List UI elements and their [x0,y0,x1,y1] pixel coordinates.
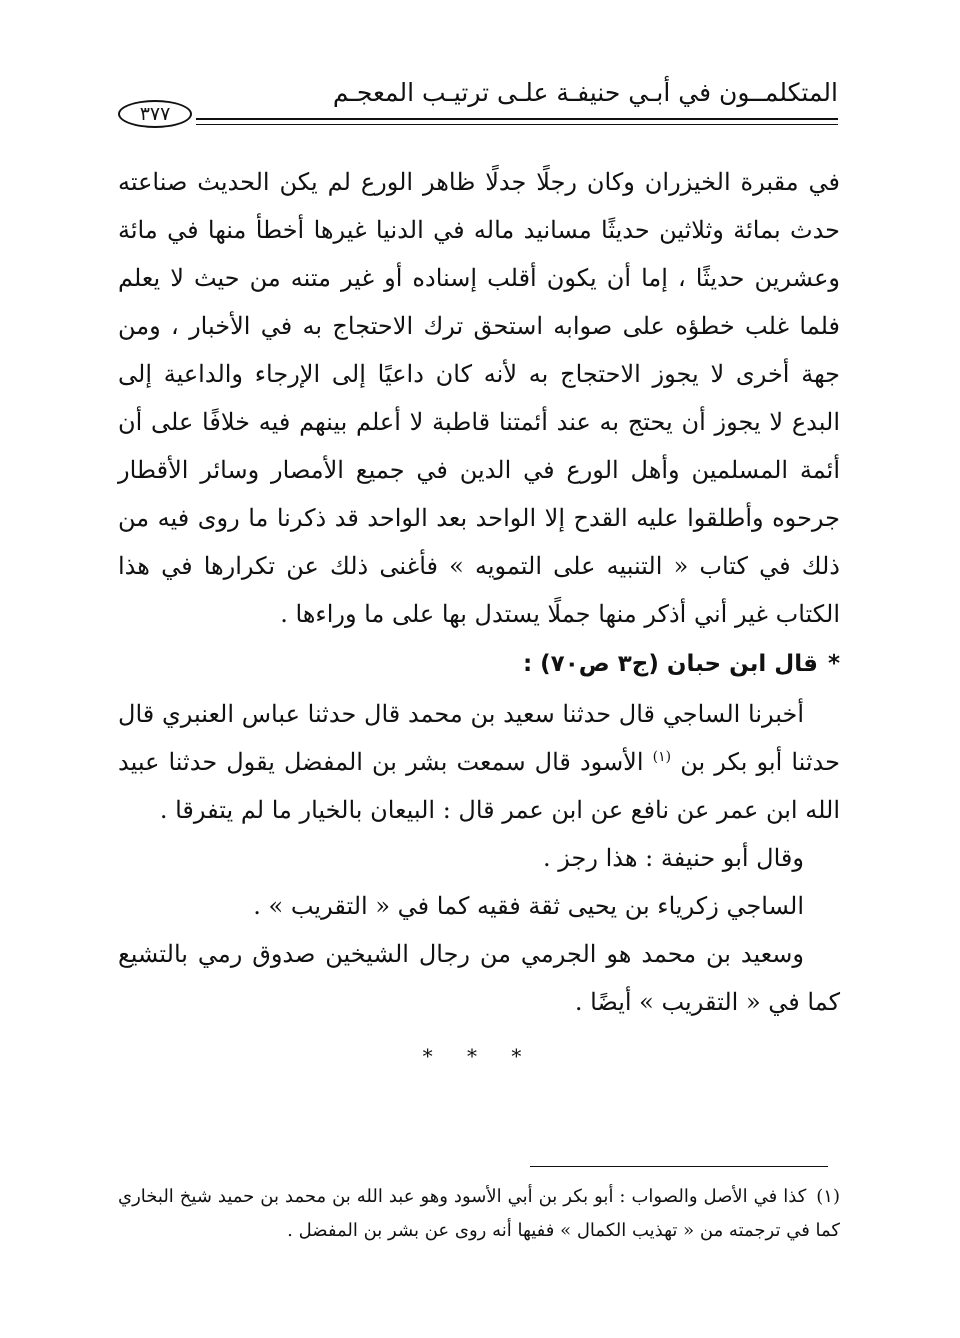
narration-part-2: الأسود قال سمعت بشر بن المفضل يقول حدثنا عبيد الله ابن عمر عن نافع عن ابن عمر قال : البيعان بالخيار ما لم يتفرقا . [118,748,840,824]
paragraph-narration [118,690,840,834]
section-heading [118,638,840,690]
header-rule-thick [196,118,838,120]
narration-part-1: أخبرنا الساجي قال حدثنا سعيد بن محمد قال حدثنا عباس العنبري قال حدثنا أبو بكر بن [118,700,840,776]
running-header [118,72,838,134]
paragraph-abu-hanifa: وقال أبو حنيفة : هذا رجز . [543,844,804,872]
heading-star-icon: * [827,651,840,677]
footnote-text: كذا في الأصل والصواب : أبو بكر بن أبي الأسود وهو عبد الله بن محمد بن حميد شيخ البخاري كما في ترجمته من « تهذيب الكمال » ففيها أنه روى عن بشر بن المفضل . [118,1186,840,1241]
page-number-badge: ٣٧٧ [118,100,192,128]
heading-text: قال ابن حبان (ج٣ ص٧٠) : [522,651,818,677]
footnote-marker: (١) [816,1186,840,1207]
footnote-reference[interactable]: (١) [652,749,672,765]
paragraph-continuation: في مقبرة الخيزران وكان رجلًا جدلًا ظاهر الورع لم يكن الحديث صناعته حدث بمائة وثلاثين حديثًا مسانيد ماله في الدنيا غيرها أخطأ منها في مائة وعشرين حديثًا ، إما أن يكون أقلب إسناده أو غير متنه من حيث لا يعلم فلما غلب خطؤه على صوابه استحق ترك الاحتجاج به في الأخبار ، ومن جهة أخرى لا يجوز الاحتجاج به لأنه كان داعيًا إلى الإرجاء والداعية إلى البدع لا يجوز أن يحتج به عند أئمتنا قاطبة لا أعلم بينهم فيه خلافًا على أن أئمة المسلمين وأهل الورع في الدين في جميع الأمصار وسائر الأقطار جرحوه وأطلقوا عليه القدح إلا الواحد بعد الواحد قد ذكرنا ما روى فيه من ذلك في كتاب « التنبيه على التمويه » فأغنى ذلك عن تكرارها في هذا الكتاب غير أني أذكر منها جملًا يستدل بها على ما وراءها . [118,168,840,628]
footnote-divider [530,1166,828,1167]
paragraph-said: وسعيد بن محمد هو الجرمي من رجال الشيخين صدوق رمي بالتشيع كما في « التقريب » أيضًا . [118,940,840,1016]
header-title: المتكلمــون في أبـي حنيفـة علـى ترتيـب المعجـم [332,78,838,107]
header-rule-thin [196,124,838,125]
paragraph-saji: الساجي زكرياء بن يحيى ثقة فقيه كما في « التقريب » . [253,892,804,920]
section-separator: * * * [422,1044,536,1068]
main-text [118,158,840,1076]
footnote [118,1180,840,1248]
